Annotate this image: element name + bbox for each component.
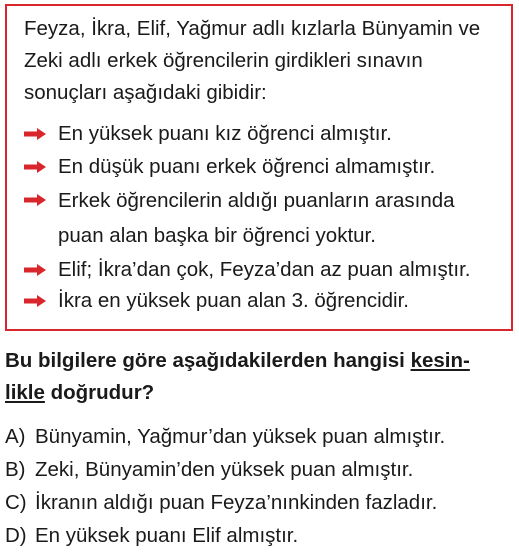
arrow-right-icon [24, 264, 46, 276]
condition-text: Erkek öğrencilerin aldığı puanların arasında puan alan başka bir öğrenci yoktur. [58, 189, 455, 247]
option-letter: C) [5, 491, 27, 514]
condition-text: İkra en yüksek puan alan 3. öğrencidir. [58, 289, 409, 312]
list-item [24, 183, 504, 253]
arrow-right-icon [24, 161, 46, 173]
condition-text: En düşük puanı erkek öğrenci almamıştır. [58, 155, 436, 178]
arrow-right-icon [24, 295, 46, 307]
question-part-2: doğrudur? [44, 381, 155, 404]
option-c[interactable] [5, 486, 513, 519]
condition-text: En yüksek puanı kız öğrenci almıştır. [58, 122, 392, 145]
arrow-right-icon [24, 194, 46, 206]
list-item [24, 253, 504, 284]
list-item [24, 284, 504, 317]
option-d[interactable] [5, 519, 513, 552]
question-emphasis: kesin- likle [5, 349, 470, 404]
condition-list [24, 117, 504, 317]
answer-options [5, 420, 513, 552]
intro-text: Feyza, İkra, Elif, Yağmur adlı kızlarla Bünyamin ve Zeki adlı erkek öğrencilerin girdikleri sınavın sonuçları aşağıdaki gibidir: [24, 17, 481, 104]
question-part-1: Bu bilgilere göre aşağıdakilerden hangisi [5, 349, 411, 372]
option-b[interactable] [5, 453, 513, 486]
option-text: Zeki, Bünyamin’den yüksek puan almıştır. [35, 458, 414, 481]
option-letter: B) [5, 458, 26, 481]
arrow-right-icon [24, 128, 46, 140]
question-text [5, 345, 513, 409]
option-letter: A) [5, 425, 26, 448]
condition-text: Elif; İkra’dan çok, Feyza’dan az puan almıştır. [58, 258, 471, 281]
list-item [24, 150, 504, 183]
option-text: İkranın aldığı puan Feyza’nınkinden fazladır. [35, 491, 438, 514]
option-text: Bünyamin, Yağmur’dan yüksek puan almıştır. [35, 425, 446, 448]
list-item [24, 117, 504, 150]
option-text: En yüksek puanı Elif almıştır. [35, 524, 299, 547]
option-a[interactable] [5, 420, 513, 453]
option-letter: D) [5, 524, 27, 547]
